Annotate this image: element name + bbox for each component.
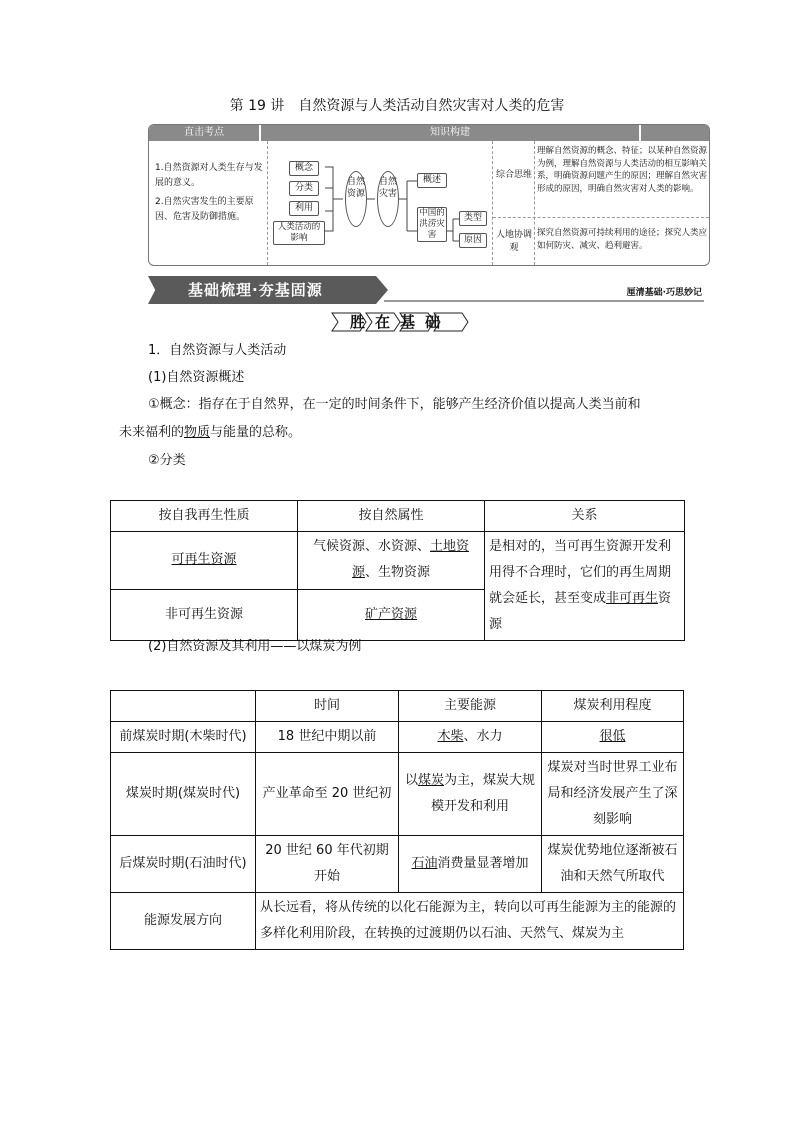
exam-point-2: 2.自然灾害发生的主要原因、危害及防御措施。 xyxy=(155,197,254,222)
cell-energy-3: 石油消费量显著增加 xyxy=(399,836,542,893)
exam-points xyxy=(155,161,263,225)
subheading-classification: ②分类 xyxy=(148,453,186,468)
col-header-knowledge: 知识构建 xyxy=(261,125,639,141)
page-title: 第 19 讲 自然资源与人类活动自然灾害对人类的危害 xyxy=(229,98,565,114)
map-overview: 概述 xyxy=(417,173,447,188)
cell-time-2: 产业革命至 20 世纪初 xyxy=(256,753,399,836)
cell-renewable-types: 气候资源、水资源、土地资源、生物资源 xyxy=(298,532,485,590)
literacy-text-thinking: 理解自然资源的概念、特征；以某种自然资源为例，理解自然资源与人类活动的相互影响关系，明确资源问题产生的原因；理解自然灾害形成的原因，明确自然灾害对人类的影响。 xyxy=(537,146,708,194)
concept-line-1: ①概念：指存在于自然界，在一定的时间条件下，能够产生经济价值以提高人类当前和 xyxy=(148,397,641,412)
cell-period-1: 前煤炭时期(木柴时代) xyxy=(111,722,256,753)
th-energy: 主要能源 xyxy=(399,691,542,722)
map-causes: 原因 xyxy=(459,233,487,248)
cell-degree-2: 煤炭对当时世界工业布局和经济发展产生了深刻影响 xyxy=(542,753,684,836)
th-natural-attribute: 按自然属性 xyxy=(298,501,485,532)
cell-period-2: 煤炭时期(煤炭时代) xyxy=(111,753,256,836)
th-regeneration: 按自我再生性质 xyxy=(111,501,298,532)
col-header-exam-points: 直击考点 xyxy=(149,125,259,141)
cell-energy-2: 以煤炭为主，煤炭大规模开发和利用 xyxy=(399,753,542,836)
exam-point-1: 1.自然资源对人类生存与发展的意义。 xyxy=(155,163,263,188)
banner-title: 基础梳理·夯基固源 xyxy=(188,281,323,299)
cell-energy-1: 木柴、水力 xyxy=(399,722,542,753)
sub-banner xyxy=(330,311,470,333)
cell-renewable: 可再生资源 xyxy=(111,532,298,590)
sub-banner-text: 胜在基础 xyxy=(349,313,450,331)
th-degree: 煤炭利用程度 xyxy=(542,691,684,722)
th-time: 时间 xyxy=(256,691,399,722)
cell-relation: 是相对的，当可再生资源开发利用得不合理时，它们的再生周期就会延长，甚至变成非可再生资源 xyxy=(485,532,685,641)
cell-period-3: 后煤炭时期(石油时代) xyxy=(111,836,256,893)
th-blank xyxy=(111,691,256,722)
map-types: 类型 xyxy=(459,211,487,226)
literacy-label-thinking: 综合思维 xyxy=(495,170,532,180)
literacy-label-harmony: 人地协调观 xyxy=(495,230,532,253)
map-human-impact: 人类活动的影响 xyxy=(273,221,325,245)
map-china-floods: 中国的洪涝灾害 xyxy=(417,207,447,242)
coal-table xyxy=(110,690,684,950)
map-utilization: 利用 xyxy=(289,201,319,216)
subheading-coal: (2)自然资源及其利用——以煤炭为例 xyxy=(148,639,362,654)
cell-degree-3: 煤炭优势地位逐渐被石油和天然气所取代 xyxy=(542,836,684,893)
map-natural-resources: 自然资源 xyxy=(345,171,367,227)
section-heading-1: 1．自然资源与人类活动 xyxy=(148,343,287,358)
banner-tagline: 厘清基础·巧思妙记 xyxy=(626,288,702,298)
map-concept: 概念 xyxy=(289,161,319,176)
cell-time-1: 18 世纪中期以前 xyxy=(256,722,399,753)
cell-mineral: 矿产资源 xyxy=(298,589,485,640)
cell-time-3: 20 世纪 60 年代初期开始 xyxy=(256,836,399,893)
lesson-overview-panel xyxy=(148,124,710,266)
cell-direction-text: 从长远看，将从传统的以化石能源为主，转向以可再生能源为主的能源的多样化利用阶段，在转换的过渡期仍以石油、天然气、煤炭为主 xyxy=(256,893,684,950)
section-banner xyxy=(148,276,708,304)
th-relation: 关系 xyxy=(485,501,685,532)
map-classification: 分类 xyxy=(289,181,319,196)
map-natural-disasters: 自然灾害 xyxy=(377,171,399,227)
literacy-text-harmony: 探究自然资源可持续利用的途径；探究人类应如何防灾、减灾、趋利避害。 xyxy=(537,228,708,251)
subheading-overview: (1)自然资源概述 xyxy=(148,370,245,385)
concept-line-2: 未来福利的物质与能量的总称。 xyxy=(119,425,302,440)
cell-nonrenewable: 非可再生资源 xyxy=(111,589,298,640)
cell-direction-label: 能源发展方向 xyxy=(111,893,256,950)
resource-classification-table xyxy=(110,500,685,641)
cell-degree-1: 很低 xyxy=(542,722,684,753)
